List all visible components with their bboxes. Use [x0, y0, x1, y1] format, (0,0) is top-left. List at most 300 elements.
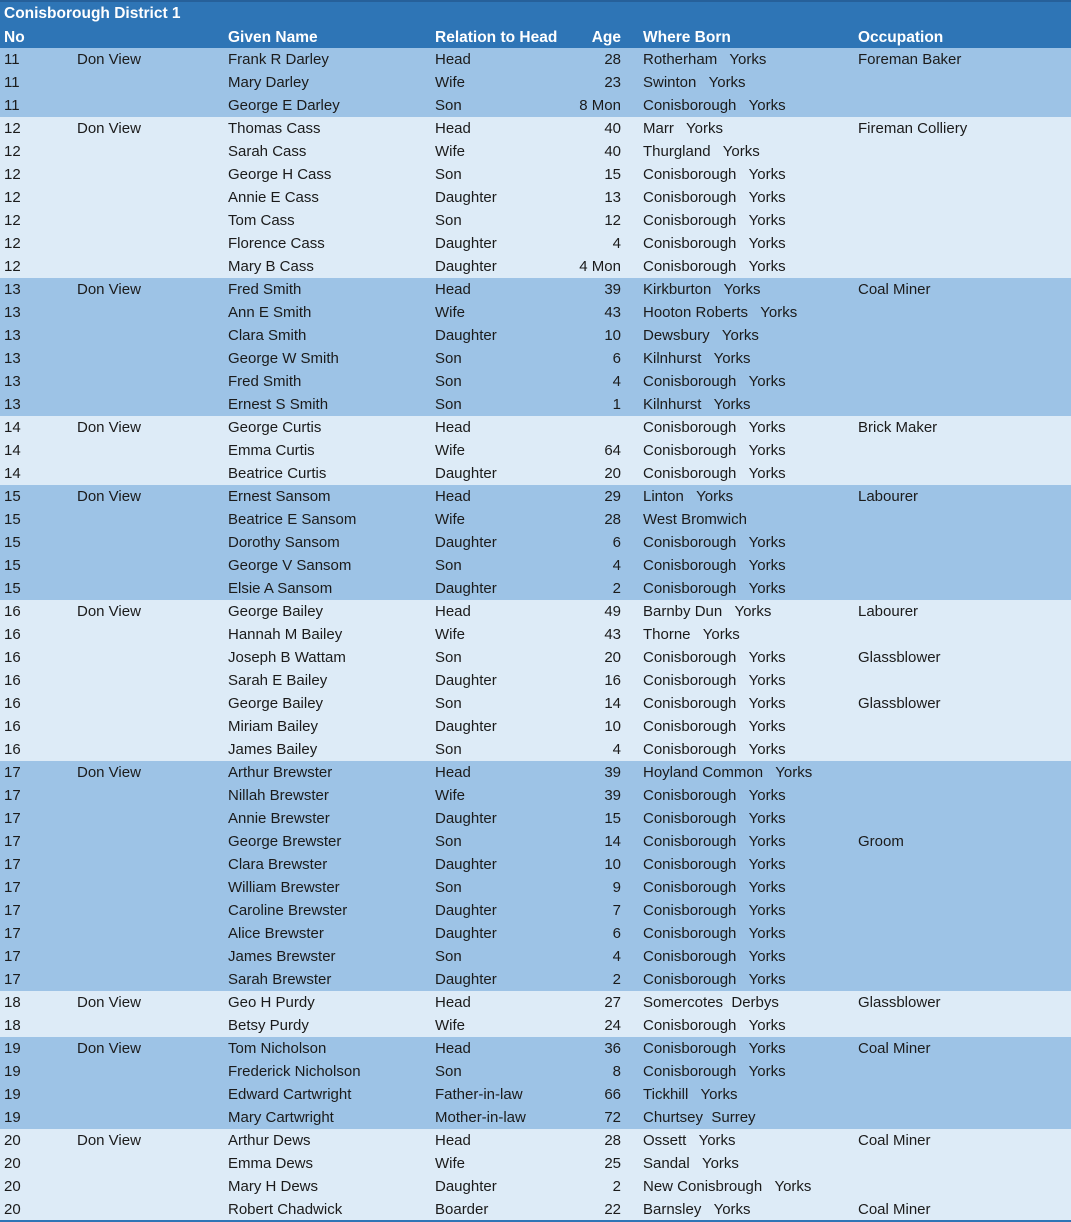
cell-age[interactable]: 8 [612, 1063, 621, 1080]
column-header-relation[interactable]: Relation to Head [435, 29, 558, 46]
cell-age[interactable]: 27 [604, 994, 621, 1011]
cell-street[interactable]: Don View [77, 764, 141, 781]
cell-given-name[interactable]: Miriam Bailey [228, 718, 319, 735]
cell-relation[interactable]: Father-in-law [435, 1086, 523, 1103]
cell-age[interactable]: 72 [604, 1109, 621, 1126]
cell-no[interactable]: 14 [4, 419, 21, 436]
cell-given-name[interactable]: Geo H Purdy [228, 994, 315, 1011]
cell-age[interactable]: 15 [604, 810, 621, 827]
cell-age[interactable]: 43 [604, 626, 621, 643]
cell-occupation[interactable]: Coal Miner [858, 1132, 931, 1149]
cell-relation[interactable]: Wife [435, 626, 465, 643]
cell-where-born[interactable]: Ossett Yorks [643, 1132, 736, 1149]
cell-age[interactable]: 22 [604, 1201, 621, 1218]
cell-no[interactable]: 18 [4, 1017, 21, 1034]
cell-age[interactable]: 2 [612, 971, 621, 988]
cell-occupation[interactable]: Glassblower [858, 649, 941, 666]
cell-age[interactable]: 16 [604, 672, 621, 689]
cell-age[interactable]: 10 [604, 718, 621, 735]
cell-occupation[interactable]: Brick Maker [858, 419, 938, 436]
cell-relation[interactable]: Wife [435, 442, 465, 459]
cell-where-born[interactable]: Churtsey Surrey [643, 1109, 756, 1126]
table-row[interactable] [0, 416, 1071, 439]
table-row[interactable] [0, 1106, 1071, 1129]
cell-given-name[interactable]: Thomas Cass [228, 120, 321, 137]
table-row[interactable] [0, 1152, 1071, 1175]
cell-relation[interactable]: Head [435, 1132, 471, 1149]
cell-occupation[interactable]: Labourer [858, 488, 919, 505]
cell-given-name[interactable]: George Brewster [228, 833, 342, 850]
cell-where-born[interactable]: Conisborough Yorks [643, 373, 786, 390]
cell-no[interactable]: 20 [4, 1155, 21, 1172]
cell-no[interactable]: 11 [4, 51, 20, 68]
cell-relation[interactable]: Son [435, 695, 462, 712]
cell-relation[interactable]: Daughter [435, 925, 497, 942]
cell-given-name[interactable]: Frederick Nicholson [228, 1063, 361, 1080]
cell-relation[interactable]: Mother-in-law [435, 1109, 526, 1126]
table-row[interactable] [0, 71, 1071, 94]
cell-relation[interactable]: Head [435, 994, 471, 1011]
cell-no[interactable]: 15 [4, 557, 21, 574]
cell-relation[interactable]: Wife [435, 143, 465, 160]
table-row[interactable] [0, 1014, 1071, 1037]
cell-where-born[interactable]: Conisborough Yorks [643, 879, 786, 896]
cell-where-born[interactable]: Thorne Yorks [643, 626, 740, 643]
column-header-where-born[interactable]: Where Born [643, 29, 731, 46]
cell-age[interactable]: 2 [612, 580, 621, 597]
cell-relation[interactable]: Wife [435, 511, 465, 528]
table-row[interactable] [0, 554, 1071, 577]
cell-where-born[interactable]: Conisborough Yorks [643, 166, 786, 183]
cell-age[interactable]: 4 Mon [579, 258, 621, 275]
cell-age[interactable]: 7 [612, 902, 621, 919]
cell-no[interactable]: 12 [4, 212, 21, 229]
cell-no[interactable]: 15 [4, 511, 21, 528]
cell-where-born[interactable]: Conisborough Yorks [643, 695, 786, 712]
table-row[interactable] [0, 140, 1071, 163]
cell-age[interactable]: 2 [612, 1178, 621, 1195]
cell-where-born[interactable]: New Conisbrough Yorks [643, 1178, 812, 1195]
cell-given-name[interactable]: Arthur Brewster [228, 764, 333, 781]
cell-no[interactable]: 13 [4, 350, 21, 367]
cell-given-name[interactable]: Betsy Purdy [228, 1017, 309, 1034]
cell-age[interactable]: 4 [612, 741, 621, 758]
cell-given-name[interactable]: Mary B Cass [228, 258, 314, 275]
table-row[interactable] [0, 1175, 1071, 1198]
cell-relation[interactable]: Son [435, 97, 462, 114]
column-header-occupation[interactable]: Occupation [858, 29, 944, 46]
cell-given-name[interactable]: Beatrice Curtis [228, 465, 327, 482]
cell-relation[interactable]: Head [435, 764, 471, 781]
table-row[interactable] [0, 600, 1071, 623]
cell-relation[interactable]: Daughter [435, 327, 497, 344]
cell-no[interactable]: 17 [4, 971, 21, 988]
cell-where-born[interactable]: Marr Yorks [643, 120, 724, 137]
cell-no[interactable]: 12 [4, 120, 21, 137]
cell-no[interactable]: 16 [4, 741, 21, 758]
cell-given-name[interactable]: Clara Smith [228, 327, 307, 344]
cell-occupation[interactable]: Glassblower [858, 994, 941, 1011]
cell-relation[interactable]: Head [435, 419, 471, 436]
table-row[interactable] [0, 945, 1071, 968]
cell-no[interactable]: 19 [4, 1040, 21, 1057]
cell-relation[interactable]: Daughter [435, 902, 497, 919]
cell-given-name[interactable]: Ernest Sansom [228, 488, 331, 505]
table-row[interactable] [0, 531, 1071, 554]
cell-where-born[interactable]: Conisborough Yorks [643, 718, 786, 735]
table-row[interactable] [0, 186, 1071, 209]
table-row[interactable] [0, 922, 1071, 945]
cell-where-born[interactable]: Conisborough Yorks [643, 97, 786, 114]
cell-no[interactable]: 12 [4, 166, 21, 183]
cell-street[interactable]: Don View [77, 488, 141, 505]
cell-relation[interactable]: Wife [435, 1017, 465, 1034]
cell-given-name[interactable]: Mary Darley [228, 74, 309, 91]
cell-no[interactable]: 14 [4, 465, 21, 482]
cell-relation[interactable]: Daughter [435, 1178, 497, 1195]
cell-where-born[interactable]: Conisborough Yorks [643, 419, 786, 436]
cell-given-name[interactable]: George Bailey [228, 695, 324, 712]
table-row[interactable] [0, 577, 1071, 600]
cell-age[interactable]: 9 [612, 879, 621, 896]
table-row[interactable] [0, 347, 1071, 370]
cell-where-born[interactable]: Sandal Yorks [643, 1155, 739, 1172]
cell-no[interactable]: 13 [4, 304, 21, 321]
cell-age[interactable]: 4 [612, 373, 621, 390]
cell-given-name[interactable]: George H Cass [228, 166, 332, 183]
cell-no[interactable]: 20 [4, 1178, 21, 1195]
cell-given-name[interactable]: George Bailey [228, 603, 324, 620]
table-row[interactable] [0, 1129, 1071, 1152]
cell-where-born[interactable]: Conisborough Yorks [643, 948, 786, 965]
cell-where-born[interactable]: Rotherham Yorks [643, 51, 767, 68]
cell-given-name[interactable]: Annie E Cass [228, 189, 319, 206]
cell-where-born[interactable]: Conisborough Yorks [643, 672, 786, 689]
cell-relation[interactable]: Daughter [435, 856, 497, 873]
table-row[interactable] [0, 393, 1071, 416]
cell-occupation[interactable]: Labourer [858, 603, 919, 620]
cell-street[interactable]: Don View [77, 51, 141, 68]
cell-where-born[interactable]: Conisborough Yorks [643, 189, 786, 206]
cell-where-born[interactable]: Tickhill Yorks [643, 1086, 738, 1103]
cell-no[interactable]: 14 [4, 442, 21, 459]
cell-relation[interactable]: Son [435, 557, 462, 574]
cell-age[interactable]: 14 [604, 695, 621, 712]
table-row[interactable] [0, 1083, 1071, 1106]
cell-no[interactable]: 17 [4, 856, 21, 873]
cell-given-name[interactable]: George V Sansom [228, 557, 352, 574]
cell-given-name[interactable]: George Curtis [228, 419, 322, 436]
cell-where-born[interactable]: Kirkburton Yorks [643, 281, 761, 298]
cell-given-name[interactable]: Alice Brewster [228, 925, 324, 942]
cell-relation[interactable]: Son [435, 1063, 462, 1080]
cell-no[interactable]: 18 [4, 994, 21, 1011]
table-row[interactable] [0, 48, 1071, 71]
cell-relation[interactable]: Daughter [435, 580, 497, 597]
table-row[interactable] [0, 669, 1071, 692]
table-row[interactable] [0, 439, 1071, 462]
cell-relation[interactable]: Head [435, 120, 471, 137]
cell-age[interactable]: 15 [604, 166, 621, 183]
cell-where-born[interactable]: Conisborough Yorks [643, 580, 786, 597]
table-row[interactable] [0, 163, 1071, 186]
cell-where-born[interactable]: Conisborough Yorks [643, 649, 786, 666]
cell-age[interactable]: 40 [604, 120, 621, 137]
cell-age[interactable]: 36 [604, 1040, 621, 1057]
cell-relation[interactable]: Daughter [435, 971, 497, 988]
cell-no[interactable]: 12 [4, 235, 21, 252]
cell-relation[interactable]: Daughter [435, 672, 497, 689]
cell-where-born[interactable]: Conisborough Yorks [643, 1063, 786, 1080]
cell-where-born[interactable]: Conisborough Yorks [643, 902, 786, 919]
cell-where-born[interactable]: Conisborough Yorks [643, 856, 786, 873]
table-row[interactable] [0, 301, 1071, 324]
cell-where-born[interactable]: Thurgland Yorks [643, 143, 760, 160]
table-row[interactable] [0, 899, 1071, 922]
cell-age[interactable]: 43 [604, 304, 621, 321]
table-row[interactable] [0, 485, 1071, 508]
cell-no[interactable]: 13 [4, 327, 21, 344]
cell-no[interactable]: 17 [4, 810, 21, 827]
cell-where-born[interactable]: Kilnhurst Yorks [643, 396, 751, 413]
cell-no[interactable]: 17 [4, 833, 21, 850]
cell-age[interactable]: 29 [604, 488, 621, 505]
table-row[interactable] [0, 761, 1071, 784]
cell-relation[interactable]: Daughter [435, 465, 497, 482]
cell-given-name[interactable]: Clara Brewster [228, 856, 328, 873]
cell-occupation[interactable]: Glassblower [858, 695, 941, 712]
cell-occupation[interactable]: Coal Miner [858, 1201, 931, 1218]
cell-street[interactable]: Don View [77, 281, 141, 298]
cell-given-name[interactable]: Frank R Darley [228, 51, 329, 68]
cell-relation[interactable]: Daughter [435, 258, 497, 275]
cell-relation[interactable]: Head [435, 1040, 471, 1057]
cell-age[interactable]: 6 [612, 534, 621, 551]
cell-age[interactable]: 12 [604, 212, 621, 229]
cell-age[interactable]: 10 [604, 327, 621, 344]
table-row[interactable] [0, 1060, 1071, 1083]
cell-relation[interactable]: Son [435, 879, 462, 896]
table-row[interactable] [0, 830, 1071, 853]
cell-given-name[interactable]: Nillah Brewster [228, 787, 329, 804]
column-header-age[interactable]: Age [591, 29, 621, 46]
cell-occupation[interactable]: Fireman Colliery [858, 120, 968, 137]
cell-no[interactable]: 15 [4, 580, 21, 597]
cell-no[interactable]: 15 [4, 534, 21, 551]
cell-where-born[interactable]: Kilnhurst Yorks [643, 350, 751, 367]
cell-where-born[interactable]: Barnsley Yorks [643, 1201, 751, 1218]
cell-relation[interactable]: Son [435, 373, 462, 390]
cell-relation[interactable]: Son [435, 166, 462, 183]
cell-no[interactable]: 17 [4, 925, 21, 942]
cell-no[interactable]: 17 [4, 879, 21, 896]
table-row[interactable] [0, 209, 1071, 232]
cell-relation[interactable]: Boarder [435, 1201, 489, 1218]
cell-no[interactable]: 16 [4, 695, 21, 712]
cell-age[interactable]: 66 [604, 1086, 621, 1103]
table-row[interactable] [0, 692, 1071, 715]
cell-no[interactable]: 19 [4, 1109, 21, 1126]
cell-where-born[interactable]: Conisborough Yorks [643, 258, 786, 275]
cell-no[interactable]: 17 [4, 902, 21, 919]
cell-relation[interactable]: Son [435, 833, 462, 850]
cell-where-born[interactable]: Swinton Yorks [643, 74, 746, 91]
cell-age[interactable]: 39 [604, 281, 621, 298]
cell-age[interactable]: 23 [604, 74, 621, 91]
cell-street[interactable]: Don View [77, 1132, 141, 1149]
cell-where-born[interactable]: Barnby Dun Yorks [643, 603, 772, 620]
table-row[interactable] [0, 738, 1071, 761]
cell-given-name[interactable]: Mary H Dews [228, 1178, 319, 1195]
cell-where-born[interactable]: Conisborough Yorks [643, 534, 786, 551]
cell-relation[interactable]: Head [435, 281, 471, 298]
cell-where-born[interactable]: Conisborough Yorks [643, 741, 786, 758]
cell-no[interactable]: 16 [4, 626, 21, 643]
cell-age[interactable]: 39 [604, 787, 621, 804]
cell-age[interactable]: 25 [604, 1155, 621, 1172]
cell-age[interactable]: 4 [612, 235, 621, 252]
table-row[interactable] [0, 508, 1071, 531]
table-row[interactable] [0, 94, 1071, 117]
cell-no[interactable]: 20 [4, 1132, 21, 1149]
cell-street[interactable]: Don View [77, 120, 141, 137]
cell-no[interactable]: 11 [4, 74, 20, 91]
cell-given-name[interactable]: Emma Dews [228, 1155, 314, 1172]
cell-no[interactable]: 19 [4, 1063, 21, 1080]
cell-given-name[interactable]: Ernest S Smith [228, 396, 329, 413]
cell-where-born[interactable]: Conisborough Yorks [643, 442, 786, 459]
cell-given-name[interactable]: Florence Cass [228, 235, 325, 252]
cell-where-born[interactable]: Conisborough Yorks [643, 925, 786, 942]
cell-relation[interactable]: Wife [435, 74, 465, 91]
cell-no[interactable]: 11 [4, 97, 20, 114]
cell-given-name[interactable]: Robert Chadwick [228, 1201, 343, 1218]
cell-where-born[interactable]: Conisborough Yorks [643, 810, 786, 827]
cell-age[interactable]: 39 [604, 764, 621, 781]
cell-relation[interactable]: Head [435, 488, 471, 505]
table-row[interactable] [0, 623, 1071, 646]
cell-where-born[interactable]: Conisborough Yorks [643, 833, 786, 850]
table-row[interactable] [0, 1037, 1071, 1060]
column-header-no[interactable]: No [4, 29, 25, 46]
cell-no[interactable]: 13 [4, 373, 21, 390]
cell-given-name[interactable]: William Brewster [228, 879, 340, 896]
cell-relation[interactable]: Wife [435, 1155, 465, 1172]
cell-relation[interactable]: Daughter [435, 189, 497, 206]
cell-given-name[interactable]: Tom Nicholson [228, 1040, 327, 1057]
cell-relation[interactable]: Head [435, 51, 471, 68]
cell-age[interactable]: 14 [604, 833, 621, 850]
table-row[interactable] [0, 117, 1071, 140]
cell-where-born[interactable]: Hoyland Common Yorks [643, 764, 813, 781]
cell-no[interactable]: 12 [4, 189, 21, 206]
cell-age[interactable]: 4 [612, 557, 621, 574]
cell-given-name[interactable]: Sarah E Bailey [228, 672, 328, 689]
cell-relation[interactable]: Son [435, 212, 462, 229]
cell-age[interactable]: 13 [604, 189, 621, 206]
cell-where-born[interactable]: Conisborough Yorks [643, 1017, 786, 1034]
cell-age[interactable]: 40 [604, 143, 621, 160]
cell-age[interactable]: 64 [604, 442, 621, 459]
cell-given-name[interactable]: Fred Smith [228, 373, 302, 390]
cell-given-name[interactable]: Sarah Brewster [228, 971, 332, 988]
table-row[interactable] [0, 232, 1071, 255]
cell-no[interactable]: 13 [4, 281, 21, 298]
table-row[interactable] [0, 370, 1071, 393]
cell-given-name[interactable]: Sarah Cass [228, 143, 307, 160]
cell-relation[interactable]: Daughter [435, 235, 497, 252]
cell-no[interactable]: 15 [4, 488, 21, 505]
cell-relation[interactable]: Head [435, 603, 471, 620]
cell-relation[interactable]: Wife [435, 787, 465, 804]
cell-age[interactable]: 24 [604, 1017, 621, 1034]
cell-no[interactable]: 16 [4, 672, 21, 689]
cell-no[interactable]: 16 [4, 603, 21, 620]
cell-no[interactable]: 17 [4, 948, 21, 965]
cell-street[interactable]: Don View [77, 994, 141, 1011]
cell-occupation[interactable]: Foreman Baker [858, 51, 962, 68]
cell-relation[interactable]: Son [435, 948, 462, 965]
table-row[interactable] [0, 807, 1071, 830]
cell-relation[interactable]: Daughter [435, 810, 497, 827]
cell-age[interactable]: 49 [604, 603, 621, 620]
cell-given-name[interactable]: Edward Cartwright [228, 1086, 352, 1103]
cell-where-born[interactable]: Conisborough Yorks [643, 787, 786, 804]
cell-given-name[interactable]: Dorothy Sansom [228, 534, 340, 551]
cell-age[interactable]: 6 [612, 350, 621, 367]
cell-given-name[interactable]: Tom Cass [228, 212, 295, 229]
cell-age[interactable]: 6 [612, 925, 621, 942]
cell-where-born[interactable]: Conisborough Yorks [643, 465, 786, 482]
cell-no[interactable]: 19 [4, 1086, 21, 1103]
cell-street[interactable]: Don View [77, 419, 141, 436]
cell-street[interactable]: Don View [77, 1040, 141, 1057]
cell-given-name[interactable]: Elsie A Sansom [228, 580, 333, 597]
table-row[interactable] [0, 278, 1071, 301]
cell-given-name[interactable]: George W Smith [228, 350, 339, 367]
cell-no[interactable]: 16 [4, 718, 21, 735]
cell-relation[interactable]: Daughter [435, 718, 497, 735]
cell-where-born[interactable]: Linton Yorks [643, 488, 734, 505]
cell-given-name[interactable]: Annie Brewster [228, 810, 330, 827]
cell-relation[interactable]: Son [435, 649, 462, 666]
cell-no[interactable]: 13 [4, 396, 21, 413]
table-row[interactable] [0, 646, 1071, 669]
table-row[interactable] [0, 876, 1071, 899]
cell-age[interactable]: 10 [604, 856, 621, 873]
table-row[interactable] [0, 784, 1071, 807]
cell-where-born[interactable]: Hooton Roberts Yorks [643, 304, 798, 321]
cell-age[interactable]: 4 [612, 948, 621, 965]
table-row[interactable] [0, 715, 1071, 738]
table-row[interactable] [0, 991, 1071, 1014]
cell-age[interactable]: 28 [604, 511, 621, 528]
cell-where-born[interactable]: Somercotes Derbys [643, 994, 779, 1011]
cell-given-name[interactable]: Hannah M Bailey [228, 626, 343, 643]
cell-given-name[interactable]: George E Darley [228, 97, 340, 114]
cell-age[interactable]: 20 [604, 649, 621, 666]
cell-where-born[interactable]: Dewsbury Yorks [643, 327, 759, 344]
cell-no[interactable]: 12 [4, 143, 21, 160]
cell-where-born[interactable]: Conisborough Yorks [643, 971, 786, 988]
cell-relation[interactable]: Son [435, 350, 462, 367]
column-header-given-name[interactable]: Given Name [228, 29, 318, 46]
cell-given-name[interactable]: Joseph B Wattam [228, 649, 346, 666]
cell-street[interactable]: Don View [77, 603, 141, 620]
cell-age[interactable]: 20 [604, 465, 621, 482]
table-row[interactable] [0, 968, 1071, 991]
cell-no[interactable]: 16 [4, 649, 21, 666]
